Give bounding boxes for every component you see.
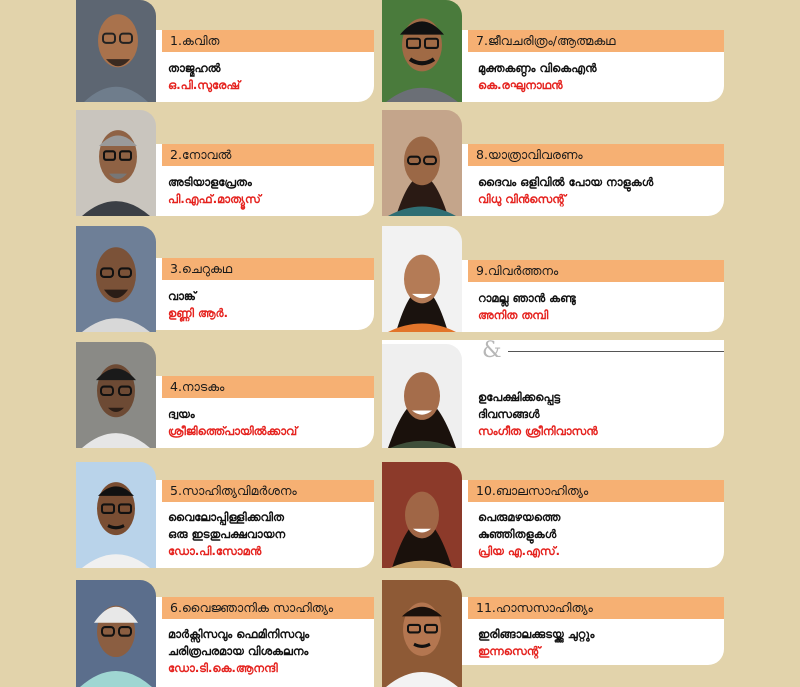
author-name: ഡോ.പി.സോമൻ <box>168 544 262 558</box>
portrait-photo <box>382 226 462 332</box>
book-title: മാർക്സിസവും ഫെമിനിസവും <box>168 627 310 641</box>
divider-line <box>508 351 724 352</box>
book-title: ദ്വയം <box>168 407 195 421</box>
portrait-photo <box>382 344 462 448</box>
book-title-line2: ദിവസങ്ങൾ <box>478 407 540 421</box>
book-title: ദൈവം ഒളിവിൽ പോയ നാളുകൾ <box>478 175 654 189</box>
category-label: 8.യാത്രാവിവരണം <box>468 144 724 166</box>
portrait-photo <box>76 0 156 102</box>
portrait-photo <box>76 226 156 332</box>
book-title: താജ്മഹൽ <box>168 61 221 75</box>
book-title: വാങ്ക് <box>168 289 196 303</box>
portrait-photo <box>76 462 156 568</box>
portrait-photo <box>76 580 156 687</box>
category-label: 3.ചെറുകഥ <box>162 258 374 280</box>
book-title: റാമല്ല ഞാൻ കണ്ടു <box>478 291 576 305</box>
book-title-line2: ഒരു ഇടതുപക്ഷവായന <box>168 527 286 541</box>
category-label: 5.സാഹിത്യവിമർശനം <box>162 480 374 502</box>
category-label: 9.വിവർത്തനം <box>468 260 724 282</box>
book-title-line2: ചരിത്രപരമായ വിശകലനം <box>168 644 309 658</box>
portrait-photo <box>382 580 462 687</box>
ampersand: & <box>482 338 502 363</box>
category-label: 2.നോവൽ <box>162 144 374 166</box>
author-name: സംഗീത ശ്രീനിവാസൻ <box>478 424 598 438</box>
author-name: ഉണ്ണി ആർ. <box>168 306 228 320</box>
category-label: 6.വൈജ്ഞാനിക സാഹിത്യം <box>162 597 374 619</box>
category-label: 4.നാടകം <box>162 376 374 398</box>
author-name: ഡോ.ടി.കെ.ആനന്ദി <box>168 661 278 675</box>
book-title: ഇരിങ്ങാലക്കുടയ്ക്കു ചുറ്റും <box>478 627 595 641</box>
portrait-photo <box>76 110 156 216</box>
book-title: വൈലോപ്പിള്ളിക്കവിത <box>168 510 285 524</box>
category-label: 1.കവിത <box>162 30 374 52</box>
portrait-photo <box>382 110 462 216</box>
author-name: പ്രിയ എ.എസ്. <box>478 544 561 558</box>
book-title: ഉപേക്ഷിക്കപ്പെട്ട <box>478 390 561 404</box>
author-name: ശ്രീജിത്ത്പൊയിൽക്കാവ് <box>168 424 298 438</box>
portrait-photo <box>382 0 462 102</box>
author-name: കെ.രഘുനാഥൻ <box>478 78 563 92</box>
author-name: വിധു വിൻസെന്റ് <box>478 192 566 206</box>
portrait-photo <box>382 462 462 568</box>
book-title: പെരുമഴയത്തെ <box>478 510 561 524</box>
category-label: 11.ഹാസസാഹിത്യം <box>468 597 724 619</box>
book-title: മുക്തകണ്ഠം വികെഎൻ <box>478 61 597 75</box>
author-name: ഇന്നസെന്റ് <box>478 644 541 658</box>
author-name: അനിത തമ്പി <box>478 308 549 322</box>
book-title-line2: കുഞ്ഞിതളുകൾ <box>478 527 557 541</box>
category-label: 7.ജീവചരിത്രം/ആത്മകഥ <box>468 30 724 52</box>
category-label: 10.ബാലസാഹിത്യം <box>468 480 724 502</box>
portrait-photo <box>76 342 156 448</box>
author-name: ഒ.പി.സുരേഷ് <box>168 78 241 92</box>
author-name: പി.എഫ്.മാത്യൂസ് <box>168 192 261 206</box>
book-title: അടിയാളപ്രേതം <box>168 175 252 189</box>
